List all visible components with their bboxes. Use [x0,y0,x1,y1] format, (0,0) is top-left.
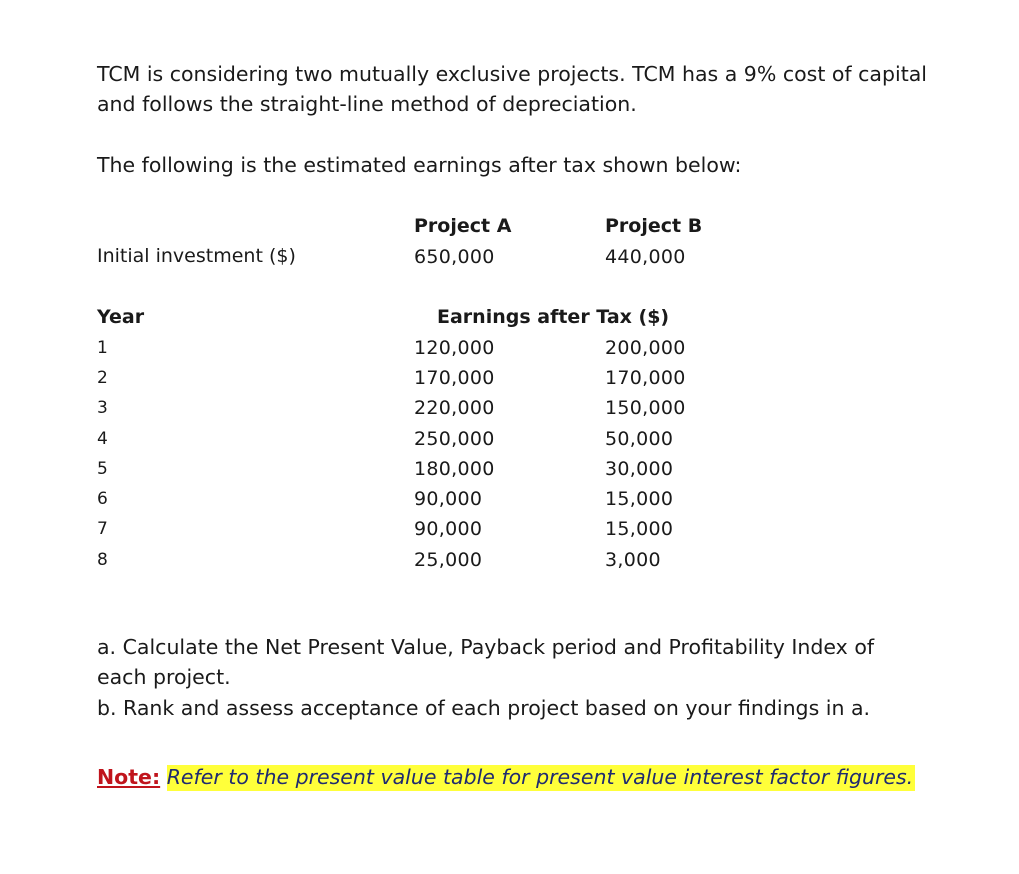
project-b-header: Project B [605,215,703,237]
year-cell: 2 [97,368,108,388]
intro-line-1: TCM is considering two mutually exclusive projects. TCM has a 9% cost of capital [97,62,927,86]
project-a-cell: 90,000 [414,488,483,510]
note-label: Note: [97,765,161,789]
project-b-cell: 15,000 [605,488,674,510]
intro-line-2: and follows the straight-line method of depreciation. [97,92,637,116]
year-cell: 7 [97,519,108,539]
question-a-line-1: a. Calculate the Net Present Value, Payback period and Profitability Index of [97,635,875,659]
initial-investment-a: 650,000 [414,246,495,268]
initial-investment-label: Initial investment ($) [97,245,296,267]
project-b-cell: 200,000 [605,337,686,359]
intro-line-3: The following is the estimated earnings after tax shown below: [97,153,742,177]
year-cell: 5 [97,459,108,479]
project-b-cell: 30,000 [605,458,674,480]
year-cell: 3 [97,398,108,418]
project-a-cell: 170,000 [414,367,495,389]
project-a-cell: 220,000 [414,397,495,419]
question-a-line-2: each project. [97,665,231,689]
project-b-cell: 15,000 [605,518,674,540]
note [97,762,915,792]
project-a-cell: 25,000 [414,549,483,571]
year-cell: 8 [97,550,108,570]
project-a-cell: 90,000 [414,518,483,540]
project-b-cell: 3,000 [605,549,661,571]
project-a-cell: 250,000 [414,428,495,450]
earnings-header: Earnings after Tax ($) [437,306,670,328]
project-b-cell: 50,000 [605,428,674,450]
note-text: Refer to the present value table for present value interest factor figures. [166,765,914,789]
year-cell: 4 [97,429,108,449]
initial-investment-b: 440,000 [605,246,686,268]
project-a-cell: 180,000 [414,458,495,480]
project-a-cell: 120,000 [414,337,495,359]
project-b-cell: 170,000 [605,367,686,389]
project-a-header: Project A [414,215,512,237]
project-b-cell: 150,000 [605,397,686,419]
year-cell: 6 [97,489,108,509]
question-b-line: b. Rank and assess acceptance of each project based on your findings in a. [97,696,871,720]
year-cell: 1 [97,338,108,358]
year-header: Year [97,306,145,328]
